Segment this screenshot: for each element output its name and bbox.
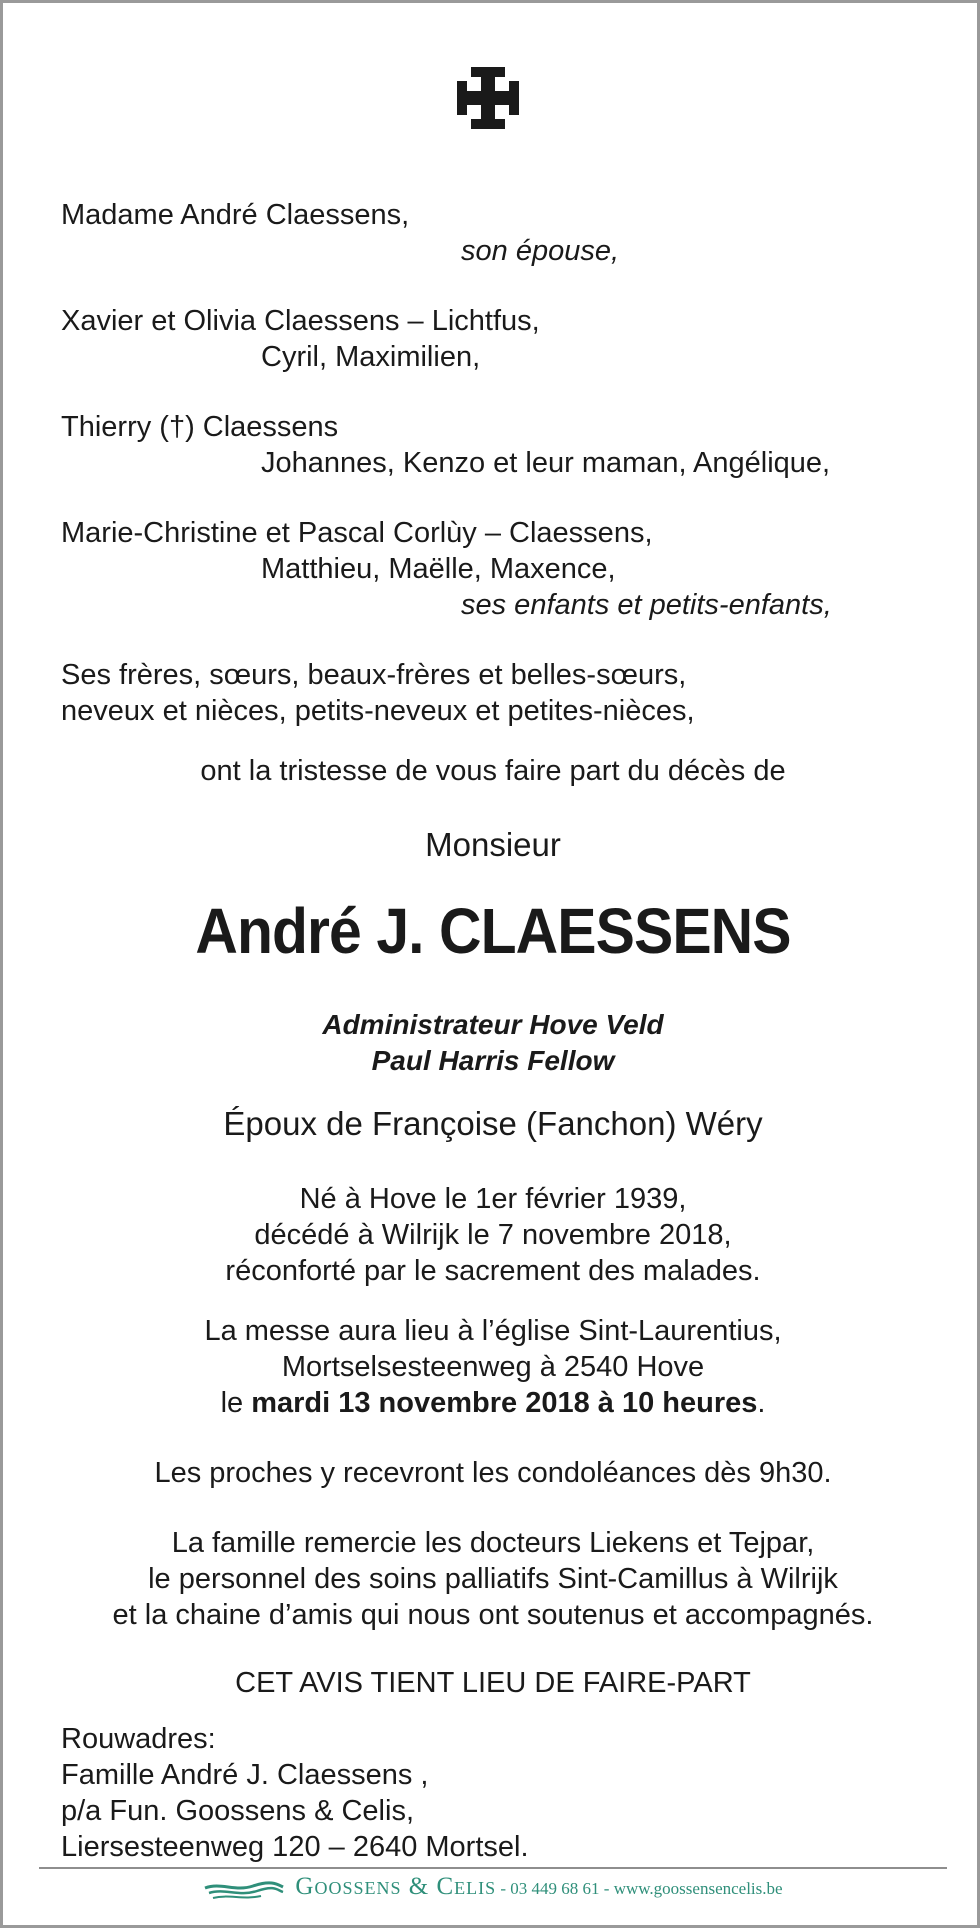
notice-line: CET AVIS TIENT LIEU DE FAIRE-PART	[235, 1667, 751, 1699]
address-line: p/a Fun. Goossens & Celis,	[61, 1795, 414, 1827]
mass-date-line	[3, 1385, 980, 1421]
condolences-line: Les proches y recevront les condoléances dès 9h30.	[154, 1457, 832, 1489]
family-line: Madame André Claessens,	[61, 199, 410, 231]
comfort-line: réconforté par le sacrement des malades.	[225, 1255, 761, 1287]
title-line: Paul Harris Fellow	[371, 1045, 615, 1076]
birth-line: Né à Hove le 1er février 1939,	[299, 1183, 687, 1215]
family-line: neveux et nièces, petits-neveux et petites-nièces,	[61, 695, 695, 727]
mass-date-prefix: le	[220, 1387, 252, 1419]
footer-divider	[39, 1867, 947, 1869]
thanks-line: et la chaine d’amis qui nous ont soutenus et accompagnés.	[112, 1599, 874, 1631]
address-line: Famille André J. Claessens ,	[61, 1759, 429, 1791]
family-role: son épouse,	[461, 235, 620, 267]
family-role: ses enfants et petits-enfants,	[461, 589, 832, 621]
cross-icon	[451, 61, 525, 135]
family-line: Johannes, Kenzo et leur maman, Angélique,	[261, 447, 831, 479]
title-line: Administrateur Hove Veld	[322, 1009, 664, 1040]
family-line: Matthieu, Maëlle, Maxence,	[261, 553, 616, 585]
spouse-line: Époux de Françoise (Fanchon) Wéry	[223, 1105, 763, 1142]
family-line: Ses frères, sœurs, beaux-frères et belles-sœurs,	[61, 659, 687, 691]
mass-line: La messe aura lieu à l’église Sint-Laurentius,	[204, 1315, 782, 1347]
mass-date-suffix: .	[757, 1387, 766, 1419]
family-line: Marie-Christine et Pascal Corlùy – Claessens,	[61, 517, 653, 549]
family-line: Thierry (†) Claessens	[61, 411, 339, 443]
announcement-intro: ont la tristesse de vous faire part du décès de	[200, 755, 786, 787]
funeral-home-contact: - 03 449 68 61 - www.goossensencelis.be	[496, 1879, 783, 1898]
mass-line: Mortselsesteenweg à 2540 Hove	[281, 1351, 705, 1383]
address-label: Rouwadres:	[61, 1723, 216, 1755]
death-line: décédé à Wilrijk le 7 novembre 2018,	[254, 1219, 732, 1251]
family-line: Cyril, Maximilien,	[261, 341, 481, 373]
honorific: Monsieur	[425, 826, 561, 863]
thanks-line: La famille remercie les docteurs Liekens et Tejpar,	[171, 1527, 815, 1559]
address-line: Liersesteenweg 120 – 2640 Mortsel.	[61, 1831, 529, 1863]
mass-date: mardi 13 novembre 2018 à 10 heures	[251, 1387, 758, 1419]
thanks-line: le personnel des soins palliatifs Sint-Camillus à Wilrijk	[148, 1563, 838, 1595]
funeral-home-name: Goossens & Celis	[295, 1873, 497, 1900]
waves-logo-icon	[203, 1880, 285, 1900]
footer	[3, 1873, 980, 1901]
deceased-name: André J. CLAESSENS	[195, 895, 791, 967]
family-line: Xavier et Olivia Claessens – Lichtfus,	[61, 305, 540, 337]
